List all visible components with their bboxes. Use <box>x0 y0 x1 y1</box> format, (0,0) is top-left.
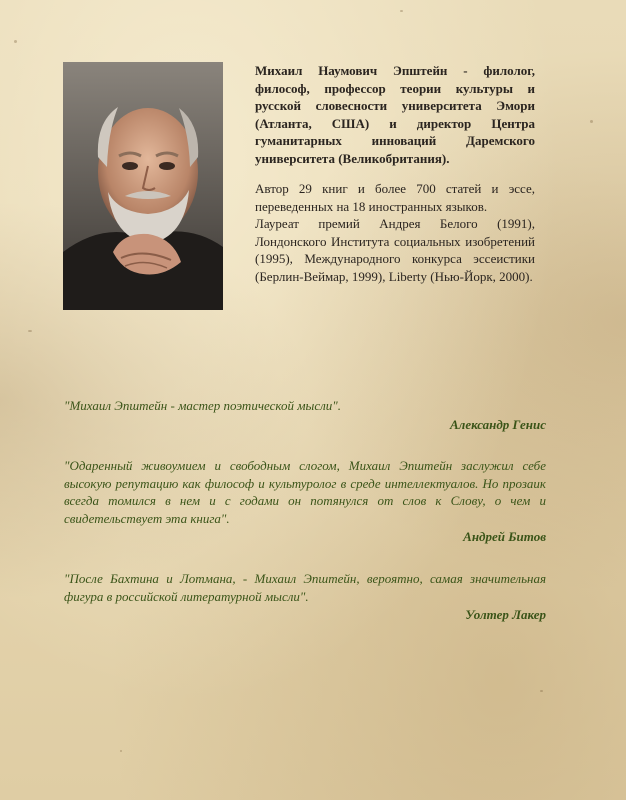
paper-speck <box>120 750 122 752</box>
author-portrait-photo <box>63 62 223 310</box>
author-portrait-illustration <box>63 62 223 310</box>
paper-speck <box>14 40 17 43</box>
bio-paragraph-intro: Михаил Наумович Эпштейн - филолог, философ, профессор теории культуры и русской словесности университета Эмори (Атланта, США) и директор Центра гуманитарных инноваций Даремского университета (Великобритания). <box>255 63 535 166</box>
quote-author: Александр Генис <box>449 416 546 432</box>
paper-speck <box>540 690 543 692</box>
quote-block <box>64 457 546 546</box>
paper-speck <box>590 120 593 123</box>
quote-text: "После Бахтина и Лотмана, - Михаил Эпштейн, вероятно, самая значительная фигура в российской литературной мысли". <box>64 571 546 604</box>
paper-speck <box>28 330 32 332</box>
quote-block <box>64 570 546 624</box>
quote-author: Андрей Битов <box>463 529 546 544</box>
paper-speck <box>400 10 403 12</box>
quote-text: "Одаренный живоумием и свободным слогом, Михаил Эпштейн заслужил себе высокую репутацию как философ и культуролог в среде интеллектуалов. Но прозаик всегда томился в нем и с годами он потянулся от слов к Слову, о чем и свидетельствует эта книга". <box>64 458 546 526</box>
quote-block <box>64 397 546 433</box>
quote-text: "Михаил Эпштейн - мастер поэтической мысли". <box>64 398 341 413</box>
bio-paragraph-works: Автор 29 книг и более 700 статей и эссе, переведенных на 18 иностранных языков. <box>255 181 535 214</box>
quote-author: Уолтер Лакер <box>465 607 546 622</box>
author-biography <box>255 62 535 285</box>
bio-paragraph-awards: Лауреат премий Андрея Белого (1991), Лондонского Института социальных изобретений (1995), Международного конкурса эссеистики (Берлин-Веймар, 1999), Liberty (Нью-Йорк, 2000). <box>255 216 535 284</box>
